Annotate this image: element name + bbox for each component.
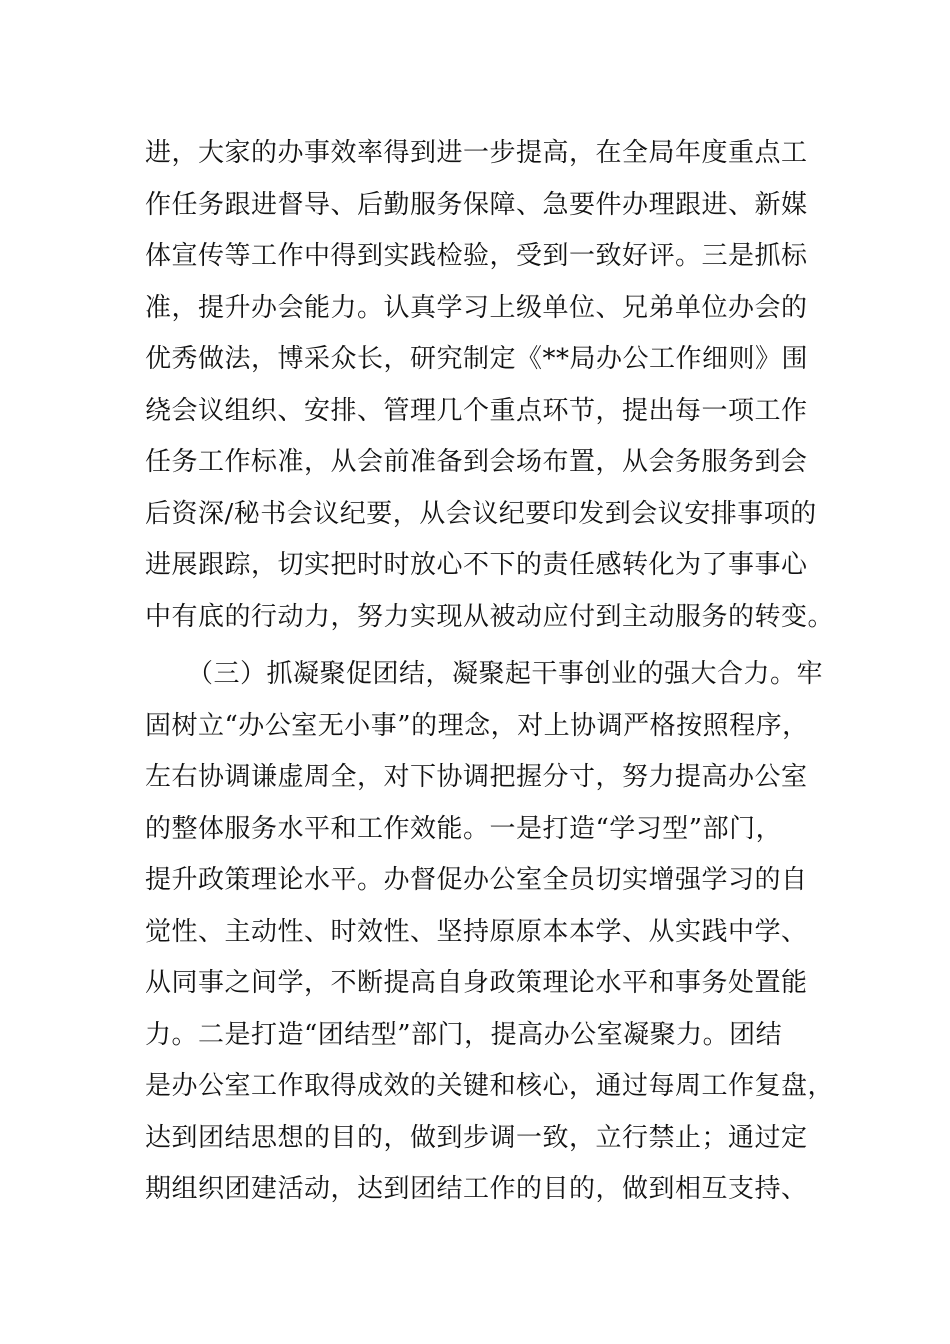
text-line: 觉性、主动性、时效性、坚持原原本本学、从实践中学、 <box>145 916 808 947</box>
text-line: 任务工作标准，从会前准备到会场布置，从会务服务到会 <box>145 447 808 477</box>
section-heading-line: （三）抓凝聚促团结，凝聚起干事创业的强大合力。牢 <box>187 659 824 689</box>
text-line: 左右协调谦虚周全，对下协调把握分寸，努力提高办公室 <box>145 762 808 792</box>
text-line: 达到团结思想的目的，做到步调一致，立行禁止；通过定 <box>145 1122 808 1153</box>
text-line: 固树立“办公室无小事”的理念，对上协调严格按照程序， <box>145 710 809 741</box>
text-line: 中有底的行动力，努力实现从被动应付到主动服务的转变。 <box>145 601 835 632</box>
text-line: 后资深/秘书会议纪要，从会议纪要印发到会议安排事项的 <box>145 498 817 529</box>
text-line: 力。二是打造“团结型”部门，提高办公室凝聚力。团结 <box>145 1019 783 1050</box>
text-line: 作任务跟进督导、后勤服务保障、急要件办理跟进、新媒 <box>145 189 808 220</box>
text-line: 进展跟踪，切实把时时放心不下的责任感转化为了事事心 <box>145 550 808 580</box>
paragraph-2 <box>145 649 835 1216</box>
text-line: 进，大家的办事效率得到进一步提高，在全局年度重点工 <box>145 138 808 168</box>
text-line: 提升政策理论水平。办督促办公室全员切实增强学习的自 <box>145 865 808 895</box>
text-line: 优秀做法，博采众长，研究制定《**局办公工作细则》围 <box>145 344 809 374</box>
text-line: 期组织团建活动，达到团结工作的目的，做到相互支持、 <box>145 1174 808 1204</box>
text-line: 是办公室工作取得成效的关键和核心，通过每周工作复盘， <box>145 1071 835 1101</box>
text-line: 绕会议组织、安排、管理几个重点环节，提出每一项工作 <box>145 395 808 426</box>
paragraph-1 <box>145 128 835 643</box>
text-line: 体宣传等工作中得到实践检验，受到一致好评。三是抓标 <box>145 241 808 271</box>
body-text <box>145 128 835 1216</box>
text-line: 的整体服务水平和工作效能。一是打造“学习型”部门， <box>145 813 783 844</box>
text-line: 准，提升办会能力。认真学习上级单位、兄弟单位办会的 <box>145 292 808 323</box>
text-line: 从同事之间学，不断提高自身政策理论水平和事务处置能 <box>145 968 808 998</box>
